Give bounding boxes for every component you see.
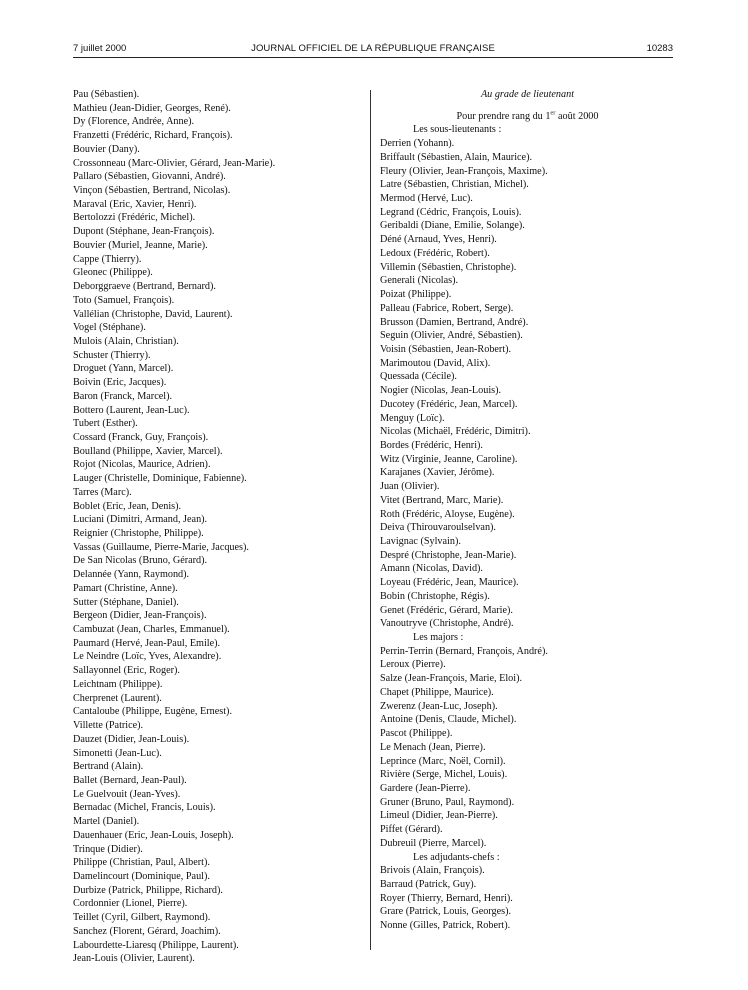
name-entry: Villemin (Sébastien, Christophe). (380, 261, 517, 273)
name-entry: Simonetti (Jean-Luc). (73, 747, 162, 759)
name-entry: Bertolozzi (Frédéric, Michel). (73, 212, 196, 224)
name-entry: Le Menach (Jean, Pierre). (380, 741, 486, 753)
name-entry: Cherprenet (Laurent). (73, 692, 162, 704)
group-label: Les adjudants-chefs : (413, 851, 500, 863)
name-entry: Boulland (Philippe, Xavier, Marcel). (73, 445, 223, 457)
name-entry: Nonne (Gilles, Patrick, Robert). (380, 920, 511, 932)
name-entry: Voisin (Sébastien, Jean-Robert). (380, 343, 512, 355)
name-entry: Mermod (Hervé, Luc). (380, 193, 473, 205)
rank-date-suffix: août 2000 (555, 110, 599, 122)
name-entry: Maraval (Eric, Xavier, Henri). (73, 198, 197, 210)
name-entry: Sutter (Stéphane, Daniel). (73, 596, 179, 608)
name-entry: Rojot (Nicolas, Maurice, Adrien). (73, 459, 211, 471)
name-entry: Brivois (Alain, François). (380, 865, 485, 877)
name-entry: Tarres (Marc). (73, 486, 132, 498)
name-entry: Cantaloube (Philippe, Eugène, Ernest). (73, 706, 232, 718)
group-label: Les sous-lieutenants : (413, 124, 502, 136)
name-entry: Dy (Florence, Andrée, Anne). (73, 116, 195, 128)
name-entry: Rivière (Serge, Michel, Louis). (380, 769, 508, 781)
name-entry: Dauenhauer (Eric, Jean-Louis, Joseph). (73, 829, 234, 841)
name-entry: Dauzet (Didier, Jean-Louis). (73, 733, 190, 745)
name-entry: Bouvier (Dany). (73, 143, 140, 155)
name-entry: Cordonnier (Lionel, Pierre). (73, 898, 188, 910)
name-entry: Droguet (Yann, Marcel). (73, 363, 174, 375)
name-entry: Pallaro (Sébastien, Giovanni, André). (73, 171, 226, 183)
name-entry: Piffet (Gérard). (380, 824, 443, 836)
header-rule (73, 57, 673, 58)
spacer (380, 102, 675, 110)
name-entry: Menguy (Loïc). (380, 412, 445, 424)
name-entry: Vallélian (Christophe, David, Laurent). (73, 308, 233, 320)
name-entry: Cossard (Franck, Guy, François). (73, 431, 209, 443)
name-entry: Vinçon (Sébastien, Bertrand, Nicolas). (73, 185, 231, 197)
name-entry: Le Neindre (Loïc, Yves, Alexandre). (73, 651, 222, 663)
name-entry: Leprince (Marc, Noël, Cornil). (380, 755, 506, 767)
name-entry: Jean-Louis (Olivier, Laurent). (73, 953, 195, 965)
name-entry: Pascot (Philippe). (380, 728, 453, 740)
name-entry: Toto (Samuel, François). (73, 294, 175, 306)
name-entry: Reignier (Christophe, Philippe). (73, 528, 204, 539)
name-entry: Fleury (Olivier, Jean-François, Maxime). (380, 165, 548, 177)
name-entry: Schuster (Thierry). (73, 349, 151, 361)
name-entry: Barraud (Patrick, Guy). (380, 878, 477, 890)
name-entry: Bottero (Laurent, Jean-Luc). (73, 404, 190, 416)
name-entry: Boblet (Eric, Jean, Denis). (73, 500, 182, 512)
name-entry: Bergeon (Didier, Jean-François). (73, 610, 207, 622)
name-entry: Nicolas (Michaël, Frédéric, Dimitri). (380, 426, 531, 438)
name-entry: Bouvier (Muriel, Jeanne, Marie). (73, 239, 208, 251)
name-entry: Bobin (Christophe, Régis). (380, 590, 490, 602)
name-entry: Vitet (Bertrand, Marc, Marie). (380, 494, 504, 506)
page-header (73, 43, 673, 57)
rank-date-line (380, 110, 675, 124)
name-entry: Quessada (Cécile). (380, 371, 457, 383)
name-entry: Franzetti (Frédéric, Richard, François). (73, 130, 233, 142)
name-entry: Gardere (Jean-Pierre). (380, 782, 471, 794)
name-entry: Ledoux (Frédéric, Robert). (380, 247, 490, 259)
name-entry: Seguin (Olivier, André, Sébastien). (380, 330, 523, 342)
name-entry: Philippe (Christian, Paul, Albert). (73, 857, 210, 869)
name-entry: Mulois (Alain, Christian). (73, 335, 179, 347)
name-entry: Delannée (Yann, Raymond). (73, 569, 190, 581)
name-entry: Chapet (Philippe, Maurice). (380, 686, 494, 698)
name-entry: De San Nicolas (Bruno, Gérard). (73, 555, 208, 567)
name-entry: Dupont (Stéphane, Jean-François). (73, 226, 215, 238)
name-entry: Geribaldi (Diane, Emilie, Solange). (380, 220, 525, 232)
name-entry: Gruner (Bruno, Paul, Raymond). (380, 796, 515, 808)
name-entry: Ducotey (Frédéric, Jean, Marcel). (380, 398, 518, 410)
name-entry: Paumard (Hervé, Jean-Paul, Emile). (73, 637, 221, 649)
name-entry: Dubreuil (Pierre, Marcel). (380, 837, 487, 849)
grade-heading: Au grade de lieutenant (480, 89, 575, 100)
right-column (380, 88, 675, 933)
name-entry: Loyeau (Frédéric, Jean, Maurice). (380, 577, 519, 589)
name-entry: Nogier (Nicolas, Jean-Louis). (380, 385, 502, 397)
name-entry: Karajanes (Xavier, Jérôme). (380, 467, 495, 479)
name-entry: Damelincourt (Dominique, Paul). (73, 870, 210, 882)
name-entry: Leichtnam (Philippe). (73, 678, 163, 690)
name-entry: Boivin (Eric, Jacques). (73, 377, 167, 389)
name-entry: Luciani (Dimitri, Armand, Jean). (73, 514, 208, 526)
name-entry: Royer (Thierry, Bernard, Henri). (380, 892, 513, 904)
name-entry: Despré (Christophe, Jean-Marie). (380, 549, 517, 561)
name-entry: Sanchez (Florent, Gérard, Joachim). (73, 925, 221, 937)
rank-date-sup: er (550, 109, 556, 117)
name-entry: Limeul (Didier, Jean-Pierre). (380, 810, 498, 822)
name-entry: Trinque (Didier). (73, 843, 143, 855)
name-entry: Antoine (Denis, Claude, Michel). (380, 714, 517, 726)
name-entry: Ballet (Bernard, Jean-Paul). (73, 774, 187, 786)
name-entry: Bernadac (Michel, Francis, Louis). (73, 802, 216, 814)
name-entry: Gleonec (Philippe). (73, 267, 153, 279)
header-journal-title: JOURNAL OFFICIEL DE LA RÉPUBLIQUE FRANÇAISE (251, 43, 495, 54)
name-entry: Leroux (Pierre). (380, 659, 446, 671)
name-entry: Baron (Franck, Marcel). (73, 390, 173, 402)
name-entry: Bertrand (Alain). (73, 761, 144, 773)
name-entry: Villette (Patrice). (73, 720, 144, 732)
name-entry: Perrin-Terrin (Bernard, François, André). (380, 645, 548, 657)
name-entry: Generali (Nicolas). (380, 275, 459, 287)
name-entry: Crossonneau (Marc-Olivier, Gérard, Jean-Marie). (73, 157, 276, 169)
name-entry: Briffault (Sébastien, Alain, Maurice). (380, 151, 533, 163)
name-entry: Martel (Daniel). (73, 816, 140, 828)
name-entry: Vogel (Stéphane). (73, 322, 146, 334)
name-entry: Teillet (Cyril, Gilbert, Raymond). (73, 912, 211, 924)
name-entry: Le Guelvouit (Jean-Yves). (73, 788, 181, 800)
name-entry: Genet (Frédéric, Gérard, Marie). (380, 604, 513, 616)
right-groups (380, 123, 675, 932)
name-entry: Lavignac (Sylvain). (380, 536, 461, 547)
name-entry: Deiva (Thirouvaroulselvan). (380, 522, 496, 534)
name-entry: Palleau (Fabrice, Robert, Serge). (380, 302, 514, 314)
name-entry: Deborggraeve (Bertrand, Bernard). (73, 281, 216, 293)
name-entry: Durbize (Patrick, Philippe, Richard). (73, 884, 223, 896)
name-entry: Cambuzat (Jean, Charles, Emmanuel). (73, 624, 230, 636)
left-column (73, 88, 363, 966)
name-entry: Poizat (Philippe). (380, 289, 452, 301)
column-divider (370, 90, 371, 950)
name-entry: Witz (Virginie, Jeanne, Caroline). (380, 453, 518, 465)
name-entry: Vassas (Guillaume, Pierre-Marie, Jacques). (73, 541, 249, 553)
name-entry: Roth (Frédéric, Aloyse, Eugène). (380, 508, 515, 520)
name-entry: Lauger (Christelle, Dominique, Fabienne). (73, 473, 247, 485)
name-entry: Grare (Patrick, Louis, Georges). (380, 906, 512, 918)
name-entry: Mathieu (Jean-Didier, Georges, René). (73, 102, 231, 114)
name-entry: Salze (Jean-François, Marie, Eloi). (380, 673, 523, 685)
name-entry: Sallayonnel (Eric, Roger). (73, 665, 180, 677)
name-entry: Latre (Sébastien, Christian, Michel). (380, 179, 529, 191)
name-entry: Labourdette-Liaresq (Philippe, Laurent). (73, 939, 239, 951)
name-entry: Tubert (Esther). (73, 418, 138, 430)
name-entry: Bordes (Frédéric, Henri). (380, 439, 483, 451)
name-entry: Pau (Sébastien). (73, 89, 140, 100)
header-page-number: 10283 (646, 43, 673, 54)
name-entry: Derrien (Yohann). (380, 138, 455, 150)
name-entry: Pamart (Christine, Anne). (73, 582, 178, 594)
name-entry: Déné (Arnaud, Yves, Henri). (380, 234, 497, 246)
name-entry: Marimoutou (David, Alix). (380, 357, 491, 369)
name-entry: Brusson (Damien, Bertrand, André). (380, 316, 529, 328)
name-entry: Zwerenz (Jean-Luc, Joseph). (380, 700, 498, 712)
name-entry: Cappe (Thierry). (73, 253, 142, 265)
name-entry: Amann (Nicolas, David). (380, 563, 483, 575)
name-entry: Legrand (Cédric, François, Louis). (380, 206, 522, 218)
name-entry: Juan (Olivier). (380, 481, 440, 493)
group-label: Les majors : (413, 632, 464, 644)
rank-date-prefix: Pour prendre rang du 1 (456, 110, 551, 122)
header-date: 7 juillet 2000 (73, 43, 127, 54)
name-entry: Vanoutryve (Christophe, André). (380, 618, 514, 630)
